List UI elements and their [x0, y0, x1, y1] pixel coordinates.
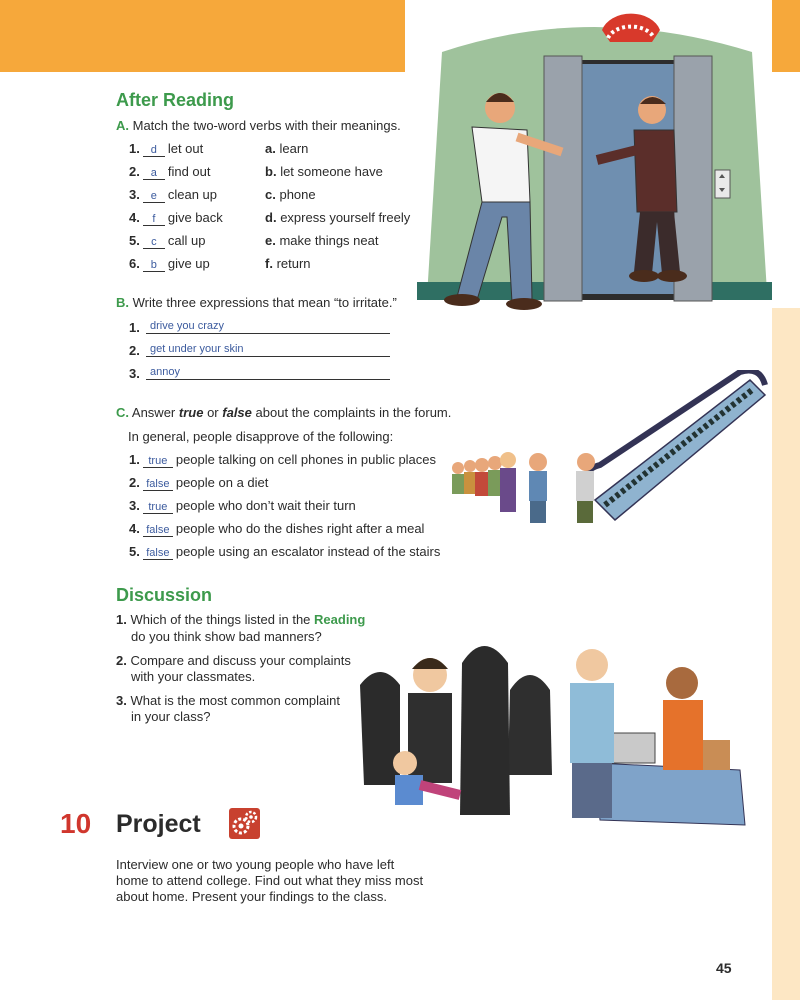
item-number: 3. — [129, 187, 140, 202]
verb-text: give up — [167, 256, 210, 271]
exercise-a-meaning — [265, 256, 311, 272]
queue-illustration — [360, 645, 750, 840]
answer-blank[interactable]: false — [143, 478, 173, 491]
meaning-letter: d. — [265, 210, 277, 225]
exercise-c-intro: In general, people disapprove of the following: — [128, 429, 394, 444]
exercise-a-meaning — [265, 141, 308, 157]
gears-icon — [229, 808, 260, 839]
item-number: 4. — [129, 210, 140, 225]
meaning-letter: a. — [265, 141, 276, 156]
exercise-a-row — [129, 187, 217, 203]
after-reading-heading: After Reading — [116, 90, 235, 110]
exercise-a-meaning — [265, 164, 383, 180]
exercise-c-instruction: C. Answer true or false about the complaints in the forum. — [116, 405, 452, 420]
discussion-question-3-line2: in your class? — [131, 709, 211, 724]
exercise-c-row — [129, 544, 440, 560]
project-heading: Project — [116, 810, 201, 838]
page-number: 45 — [716, 960, 732, 976]
discussion-question-2-line2: with your classmates. — [131, 669, 256, 684]
answer-blank[interactable]: true — [143, 501, 173, 514]
statement-text: people who don’t wait their turn — [175, 498, 356, 513]
item-number: 2. — [129, 164, 140, 179]
answer-blank[interactable]: true — [143, 455, 173, 468]
project-text-line2: home to attend college. Find out what they miss most — [116, 873, 424, 888]
item-number: 2. — [129, 343, 140, 358]
answer-blank[interactable]: false — [143, 547, 173, 560]
exercise-b-instruction: B. Write three expressions that mean “to irritate.” — [116, 295, 397, 310]
answer-blank[interactable]: e — [143, 190, 165, 203]
statement-text: people talking on cell phones in public places — [175, 452, 437, 467]
meaning-text: learn — [279, 141, 309, 156]
answer-blank[interactable]: c — [143, 236, 165, 249]
elevator-illustration — [412, 12, 772, 310]
item-number: 1. — [129, 141, 140, 156]
exercise-a-meaning — [265, 210, 410, 226]
exercise-c-row — [129, 521, 424, 537]
exercise-c-row — [129, 452, 436, 468]
item-number: 3. — [129, 366, 140, 381]
exercise-c-row — [129, 475, 268, 491]
meaning-letter: f. — [265, 256, 273, 271]
exercise-c-row — [129, 498, 356, 514]
meaning-letter: e. — [265, 233, 276, 248]
top-orange-band — [0, 0, 405, 72]
project-text-line1: Interview one or two young people who have left — [116, 857, 395, 872]
escalator-illustration — [440, 370, 770, 530]
discussion-question-1-line2: do you think show bad manners? — [131, 629, 322, 644]
item-number: 5. — [129, 233, 140, 248]
statement-text: people on a diet — [175, 475, 269, 490]
answer-blank[interactable]: a — [143, 167, 165, 180]
statement-text: people who do the dishes right after a meal — [175, 521, 425, 536]
meaning-text: let someone have — [280, 164, 383, 179]
top-right-orange-tab — [772, 0, 800, 72]
project-text-line3: about home. Present your findings to the class. — [116, 889, 387, 904]
item-number: 5. — [129, 544, 140, 559]
item-number: 6. — [129, 256, 140, 271]
right-side-band — [772, 308, 800, 1000]
answer-blank[interactable]: f — [143, 213, 165, 226]
answer-blank[interactable]: b — [143, 259, 165, 272]
item-number: 4. — [129, 521, 140, 536]
meaning-letter: b. — [265, 164, 277, 179]
verb-text: clean up — [167, 187, 217, 202]
meaning-text: make things neat — [279, 233, 379, 248]
exercise-a-row — [129, 233, 205, 249]
answer-line[interactable]: annoy — [146, 366, 390, 380]
discussion-question-2: 2. Compare and discuss your complaints — [116, 653, 351, 668]
exercise-a-row — [129, 164, 211, 180]
discussion-question-1: 1. Which of the things listed in the Reading — [116, 612, 366, 627]
exercise-a-meaning — [265, 233, 378, 249]
meaning-text: phone — [279, 187, 316, 202]
answer-blank[interactable]: d — [143, 144, 165, 157]
exercise-a-instruction: A. Match the two-word verbs with their meanings. — [116, 118, 401, 133]
exercise-a-row — [129, 141, 203, 157]
exercise-a-meaning — [265, 187, 316, 203]
meaning-text: return — [276, 256, 311, 271]
verb-text: find out — [167, 164, 211, 179]
item-number: 1. — [129, 452, 140, 467]
project-section-number: 10 — [60, 808, 92, 839]
exercise-a-row — [129, 256, 210, 272]
item-number: 3. — [129, 498, 140, 513]
verb-text: give back — [167, 210, 223, 225]
item-number: 2. — [129, 475, 140, 490]
meaning-letter: c. — [265, 187, 276, 202]
exercise-a-row — [129, 210, 223, 226]
verb-text: let out — [167, 141, 204, 156]
answer-blank[interactable]: false — [143, 524, 173, 537]
statement-text: people using an escalator instead of the stairs — [175, 544, 441, 559]
answer-line[interactable]: get under your skin — [146, 343, 390, 357]
discussion-heading: Discussion — [116, 585, 213, 605]
discussion-question-3: 3. What is the most common complaint — [116, 693, 340, 708]
verb-text: call up — [167, 233, 206, 248]
meaning-text: express yourself freely — [280, 210, 411, 225]
answer-line[interactable]: drive you crazy — [146, 320, 390, 334]
item-number: 1. — [129, 320, 140, 335]
